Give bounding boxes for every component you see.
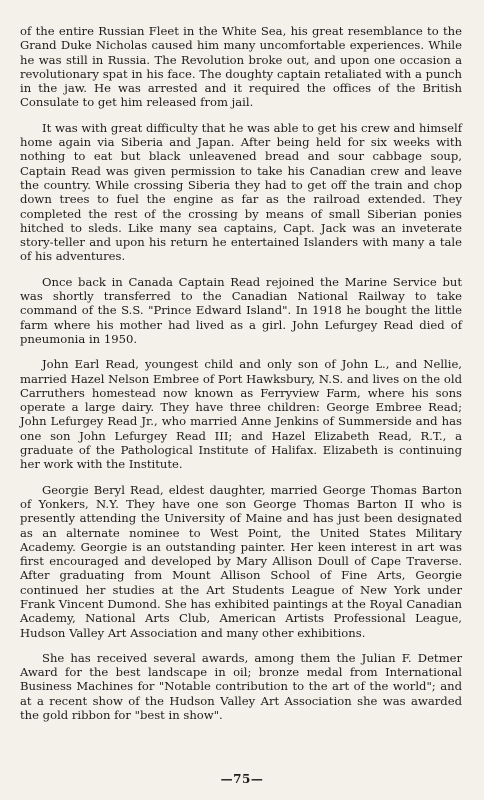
- paragraph-return-to-canada: Once back in Canada Captain Read rejoined the Marine Service but was shortly transferred to the Canadian National Railway to take command of the S.S. "Prince Edward Island". In 1918 he bought the little farm where his mother had lived as a girl. John Lefurgey Read died of pneumonia in 1950.: [20, 274, 462, 346]
- page-number: —75—: [220, 772, 264, 786]
- paragraph-georgie-beryl-read: Georgie Beryl Read, eldest daughter, married George Thomas Barton of Yonkers, N.Y. They have one son George Thomas Barton II who is presently attending the University of Maine and has just been designated as an alternate nominee to West Point, the United States Military Academy. Georgie is an outstanding painter. Her keen interest in art was first encouraged and developed by Mary Allison Doull of Cape Traverse. After graduating from Mount Allison School of Fine Arts, Georgie continued her studies at the Art Students League of New York under Frank Vincent Dumond. She has exhibited paintings at the Royal Canadian Academy, National Arts Club, American Artists Professional League, Hudson Valley Art Association and many other exhibitions.: [20, 482, 462, 640]
- paragraph-russian-fleet: of the entire Russian Fleet in the White Sea, his great resemblance to the Grand Duke Nicholas caused him many uncomfortable experiences. While he was still in Russia. The Revolution broke out, and upon one occasion a revolutionary spat in his face. The doughty captain retaliated with a punch in the jaw. He was arrested and it required the offices of the British Consulate to get him released from jail.: [20, 24, 462, 110]
- paragraph-awards: She has received several awards, among them the Julian F. Detmer Award for the best landscape in oil; bronze medal from International Business Machines for "Notable contribution to the art of the world"; and at a recent show of the Hudson Valley Art Association she was awarded the gold ribbon for "best in show".: [20, 650, 462, 723]
- paragraph-siberia-journey: It was with great difficulty that he was able to get his crew and himself home again via Siberia and Japan. After being held for six weeks with nothing to eat but black unleavened bread and sour cabbage soup, Captain Read was given permission to take his Canadian crew and leave the country. While crossing Siberia they had to get off the train and chop down trees to fuel the engine as far as the railroad extended. They completed the rest of the crossing by means of small Siberian ponies hitched to sleds. Like many sea captains, Capt. Jack was an inveterate story-teller and upon his return he entertained Islanders with many a tale of his adventures.: [20, 120, 462, 264]
- paragraph-john-earl-read: John Earl Read, youngest child and only son of John L., and Nellie, married Hazel Nelson Embree of Port Hawksbury, N.S. and lives on the old Carruthers homestead now known as Ferryview Farm, where his sons operate a large dairy. They have three children: George Embree Read; John Lefurgey Read Jr., who married Anne Jenkins of Summerside and has one son John Lefurgey Read III; and Hazel Elizabeth Read, R.T., a graduate of the Pathological Institute of Halifax. Elizabeth is continuing her work with the Institute.: [20, 357, 462, 472]
